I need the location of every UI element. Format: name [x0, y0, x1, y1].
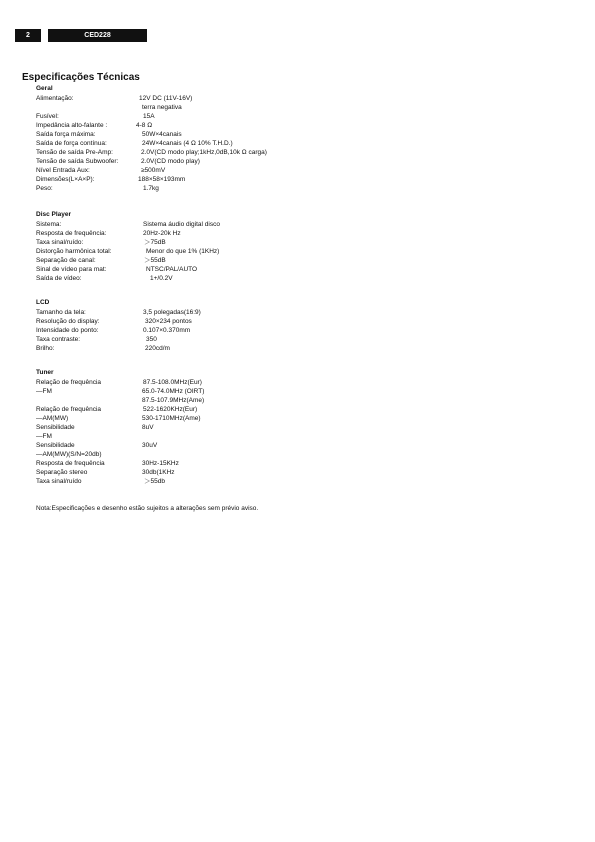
spec-value: 4-8 Ω: [136, 122, 153, 129]
page-title: Especificações Técnicas: [22, 72, 140, 83]
spec-label: Distorção harmônica total:: [36, 248, 112, 255]
spec-label: Intensidade do ponto:: [36, 327, 99, 334]
spec-label: Brilho:: [36, 345, 55, 352]
spec-label: Sensibilidade: [36, 424, 75, 431]
spec-label: Resolução do display:: [36, 318, 100, 325]
spec-value: terra negativa: [142, 104, 182, 111]
spec-value: ＞55dB: [144, 257, 166, 264]
spec-label: Relação de frequência: [36, 406, 102, 413]
spec-value: 8uV: [142, 424, 154, 431]
spec-value: 15A: [143, 113, 155, 120]
spec-value: 3,5 polegadas(16:9): [143, 309, 201, 316]
model-badge: CED228: [48, 29, 147, 42]
spec-value: 50W×4canais: [142, 131, 182, 138]
spec-label: Saída de vídeo:: [36, 275, 82, 282]
spec-value: 30db(1KHz: [142, 469, 175, 476]
section-title: Tuner: [36, 369, 54, 376]
spec-value: 30uV: [142, 442, 158, 449]
spec-value: NTSC/PAL/AUTO: [146, 266, 198, 273]
spec-label: Saída de força contínua:: [36, 140, 107, 147]
spec-value: 350: [146, 336, 157, 343]
spec-label: —FM: [36, 388, 52, 395]
spec-label: Tensão de saída Subwoofer:: [36, 158, 119, 165]
spec-value: ＞55db: [144, 478, 165, 485]
spec-label: —AM(MW): [36, 415, 69, 422]
spec-value: 1+/0.2V: [150, 275, 173, 282]
spec-value: 87.5-108.0MHz(Eur): [143, 379, 202, 386]
spec-label: Separação de canal:: [36, 257, 96, 264]
spec-value: ≥500mV: [141, 167, 166, 174]
spec-label: Fusível:: [36, 113, 59, 120]
spec-value: 1.7kg: [143, 185, 159, 192]
spec-value: 0.107×0.370mm: [143, 327, 191, 334]
spec-label: Sistema:: [36, 221, 62, 228]
spec-label: Sensibilidade: [36, 442, 75, 449]
spec-value: 320×234 pontos: [145, 318, 192, 325]
spec-value: ＞75dB: [144, 239, 166, 246]
spec-label: Tensão de saída Pre-Amp:: [36, 149, 113, 156]
spec-value: 2.0V(CD modo play;1kHz,0dB,10k Ω carga): [141, 149, 267, 156]
spec-value: 188×58×193mm: [138, 176, 186, 183]
spec-label: Resposta de frequência: [36, 460, 105, 467]
spec-label: Taxa sinal/ruído:: [36, 239, 84, 246]
spec-label: Resposta de frequência:: [36, 230, 107, 237]
section-title: Disc Player: [36, 211, 72, 218]
spec-label: Taxa contraste:: [36, 336, 81, 343]
spec-value: 20Hz-20k Hz: [143, 230, 181, 237]
spec-value: 65.0-74.0MHz (OIRT): [142, 388, 205, 395]
spec-label: Separação stereo: [36, 469, 88, 476]
section-title: LCD: [36, 299, 50, 306]
spec-value: 2.0V(CD modo play): [141, 158, 200, 165]
spec-value: 12V DC (11V-16V): [139, 95, 193, 102]
spec-value: 530-1710MHz(Ame): [142, 415, 201, 422]
spec-label: Sinal de vídeo para mat:: [36, 266, 107, 273]
footnote: Nota:Especificações e desenho estão sujeitos a alterações sem prévio aviso.: [36, 505, 259, 512]
page-number-badge: 2: [15, 29, 41, 42]
spec-label: Taxa sinal/ruído: [36, 478, 82, 485]
spec-label: Dimensões(L×A×P):: [36, 176, 95, 183]
spec-value: 87.5-107.9MHz(Ame): [142, 397, 205, 404]
spec-value: 30Hz-15KHz: [142, 460, 179, 467]
section-title: Geral: [36, 85, 53, 92]
spec-label: —AM(MW)(S/N=20db): [36, 451, 102, 458]
spec-label: Saída força máxima:: [36, 131, 96, 138]
spec-label: Alimentação:: [36, 95, 74, 102]
spec-value: 522-1620KHz(Eur): [143, 406, 198, 413]
spec-label: Nível Entrada Aux:: [36, 167, 90, 174]
spec-label: Impedância alto-falante :: [36, 122, 108, 129]
spec-value: 24W×4canais (4 Ω 10% T.H.D.): [142, 140, 233, 147]
spec-value: Menor do que 1% (1KHz): [146, 248, 220, 255]
spec-label: Peso:: [36, 185, 53, 192]
spec-value: 220cd/m: [145, 345, 170, 352]
spec-label: Tamanho da tela:: [36, 309, 86, 316]
spec-label: Relação de frequência: [36, 379, 102, 386]
spec-label: —FM: [36, 433, 52, 440]
spec-value: Sistema áudio digital disco: [143, 221, 220, 228]
